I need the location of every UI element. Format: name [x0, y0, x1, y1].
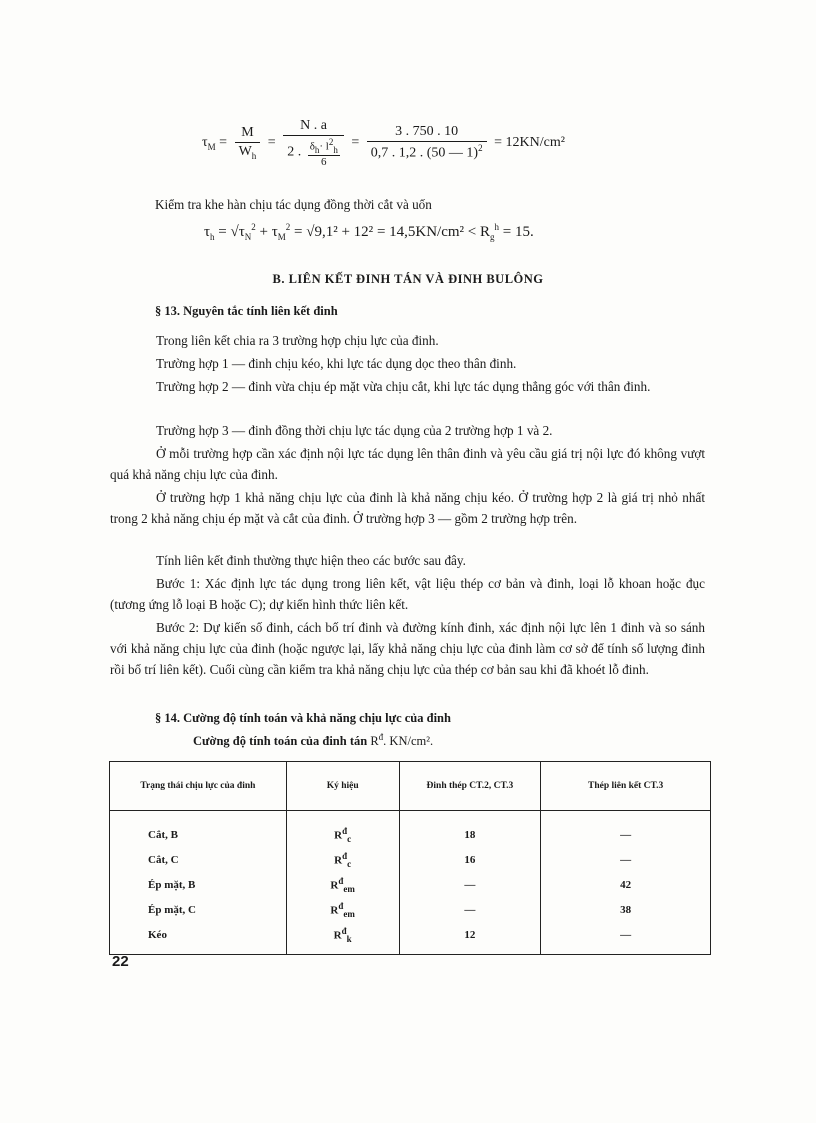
- eq-result: = 14,5KN/cm² < R: [376, 224, 491, 240]
- symbol-r: R: [330, 904, 339, 917]
- eq-result: = 12KN/cm²: [494, 135, 565, 151]
- sec14-title: § 14. Cường độ tính toán và khả năng chịu lực của đinh: [155, 711, 451, 725]
- cell-steel: 16: [399, 847, 541, 872]
- frac-denominator: [283, 136, 344, 168]
- frac-den-sup: 2: [478, 143, 483, 154]
- sec14-units: . KN/cm².: [383, 734, 434, 749]
- cell-symbol: [286, 897, 399, 922]
- symbol-sub: em: [343, 883, 355, 894]
- eq-expr1-sup: 2: [251, 222, 256, 232]
- symbol-sup: đ: [341, 925, 347, 936]
- frac-numerator: N . a: [283, 118, 344, 136]
- l-sup: 2: [328, 137, 334, 147]
- eq-expr1-sup2: 2: [285, 222, 291, 232]
- sec14-subtitle: [193, 732, 433, 749]
- symbol-r: R: [330, 879, 339, 892]
- paragraph: Tính liên kết đinh thường thực hiện theo các bước sau đây.: [156, 553, 466, 568]
- paragraph: Trong liên kết chia ra 3 trường hợp chịu lực của đinh.: [156, 333, 439, 348]
- cell-state: Kéo: [110, 922, 287, 955]
- cell-conn: —: [541, 922, 711, 955]
- cell-conn: 38: [541, 897, 711, 922]
- inner-frac-den: 6: [321, 155, 327, 168]
- eq-expr1-sub: N: [244, 232, 252, 242]
- eq-expr2: = √9,1² + 12²: [294, 224, 374, 240]
- delta-sub: h: [314, 144, 320, 155]
- page-number: 22: [112, 953, 129, 970]
- cell-steel: —: [399, 897, 541, 922]
- table-header: Ký hiệu: [286, 762, 399, 811]
- cell-steel: —: [399, 872, 541, 897]
- l-sub: h: [333, 144, 338, 155]
- section-heading: B. LIÊN KẾT ĐINH TÁN VÀ ĐINH BULÔNG: [272, 272, 544, 286]
- table-row: [110, 847, 711, 872]
- sec14-symbol-sup: đ: [378, 732, 384, 742]
- frac-den-text: W: [238, 144, 252, 160]
- cell-steel: 12: [399, 922, 541, 955]
- frac-den-text: 0,7 . 1,2 . (50 — 1): [370, 145, 479, 161]
- symbol-r: R: [334, 854, 343, 867]
- cell-state: Ép mặt, C: [110, 897, 287, 922]
- table-row: [110, 872, 711, 897]
- delta-symbol: δ: [309, 140, 315, 153]
- eq-lhs: τ: [204, 224, 211, 240]
- symbol-r: R: [334, 829, 343, 842]
- frac-denominator: [367, 142, 487, 162]
- table-header: Đinh thép CT.2, CT.3: [399, 762, 541, 811]
- l-symbol: · l: [319, 140, 329, 153]
- fraction-na: [283, 118, 344, 168]
- frac-den-sub: h: [251, 150, 257, 161]
- eq-result-sup: h: [494, 222, 500, 232]
- cell-symbol: [286, 922, 399, 955]
- cell-symbol: [286, 872, 399, 897]
- paragraph: Ở trường hợp 1 khả năng chịu lực của đinh là khả năng chịu kéo. Ở trường hợp 2 là giá trị nhỏ nhất trong 2 khả năng chịu ép mặt và cắt của đinh. Ở trường hợp 3 — gồm 2 trường hợp trên.: [110, 490, 705, 526]
- symbol-sup: đ: [338, 900, 344, 911]
- fraction-numeric: [367, 124, 487, 162]
- table-row: [110, 897, 711, 922]
- sec14-symbol: R: [370, 734, 379, 749]
- table-row: [110, 922, 711, 955]
- cell-steel: 18: [399, 811, 541, 848]
- symbol-sub: c: [347, 833, 352, 844]
- eq-expr1: = √τ: [218, 224, 245, 240]
- paragraph: Ở mỗi trường hợp cần xác định nội lực tác dụng lên thân đinh và yêu cầu giá trị nội lực đó không vượt quá khả năng chịu lực của đinh.: [110, 446, 705, 482]
- cell-symbol: [286, 811, 399, 848]
- symbol-sup: đ: [342, 850, 348, 861]
- strength-table: [109, 761, 711, 955]
- cell-conn: 42: [541, 872, 711, 897]
- symbol-sub: em: [343, 908, 355, 919]
- eq-lhs-sub: M: [207, 141, 216, 152]
- cell-conn: —: [541, 811, 711, 848]
- cell-state: Cắt, B: [110, 811, 287, 848]
- eq-expr1-sub2: M: [277, 232, 286, 242]
- paragraph: Bước 1: Xác định lực tác dụng trong liên kết, vật liệu thép cơ bản và đinh, loại lỗ khoan hoặc đục (tương ứng lỗ loại B hoặc C); dự kiến hình thức liên kết.: [110, 576, 705, 612]
- eq-result-end: = 15.: [499, 224, 534, 240]
- sec13-title: § 13. Nguyên tắc tính liên kết đinh: [155, 304, 338, 318]
- equation-tau-m: $\tau_M$ = $\frac{M}{W_h}$ = N . a 2 . $\frac{\delta_h\cdot l^2_h}{6}$ = $\frac{3 . 750 . 10}{0,7 . 1,2 . (50 — 1)^2}$ = 12KN/cm²: [202, 118, 565, 168]
- cell-state: Cắt, C: [110, 847, 287, 872]
- symbol-sub: c: [347, 858, 352, 869]
- eq-lhs: τ: [202, 135, 208, 151]
- eq-lhs-sub: h: [210, 232, 215, 242]
- equation-tau-h: [204, 222, 534, 242]
- sec14-subtitle-text: Cường độ tính toán của đinh tán: [193, 734, 368, 749]
- table-header: Thép liên kết CT.3: [541, 762, 711, 811]
- cell-state: Ép mặt, B: [110, 872, 287, 897]
- cell-symbol: [286, 847, 399, 872]
- paragraph: Bước 2: Dự kiến số đinh, cách bố trí đinh và đường kính đinh, xác định nội lực lên 1 đinh và so sánh với khả năng chịu lực của đinh (hoặc ngược lại, lấy khả năng chịu lực của đinh làm cơ sở để tính số lượng đinh rồi bố trí liên kết). Cuối cùng cần kiểm tra khả năng chịu lực của thép cơ bản sau khi đã khoét lỗ đinh.: [110, 620, 705, 677]
- frac-numerator: M: [235, 125, 261, 143]
- eq-expr1-plus: + τ: [255, 224, 278, 240]
- symbol-sup: đ: [342, 825, 348, 836]
- symbol-sub: k: [346, 933, 352, 944]
- frac-numerator: 3 . 750 . 10: [367, 124, 487, 142]
- table-row: [110, 811, 711, 848]
- cell-conn: —: [541, 847, 711, 872]
- symbol-r: R: [333, 929, 342, 942]
- paragraph: Trường hợp 2 — đinh vừa chịu ép mặt vừa chịu cắt, khi lực tác dụng thẳng góc với thân đinh.: [156, 379, 651, 394]
- paragraph: Trường hợp 1 — đinh chịu kéo, khi lực tác dụng dọc theo thân đinh.: [156, 356, 517, 371]
- symbol-sup: đ: [338, 875, 344, 886]
- table-header-row: [110, 762, 711, 811]
- inner-frac-num: [308, 137, 340, 156]
- table-header: Trạng thái chịu lực của đinh: [110, 762, 287, 811]
- inner-fraction: [308, 137, 340, 168]
- check-text: Kiểm tra khe hàn chịu tác dụng đồng thời cắt và uốn: [155, 197, 432, 212]
- paragraph: Trường hợp 3 — đinh đồng thời chịu lực tác dụng của 2 trường hợp 1 và 2.: [156, 423, 553, 438]
- eq-result-sub: g: [490, 232, 495, 242]
- frac-den-prefix: 2 .: [287, 144, 302, 160]
- fraction-m-over-w: [235, 125, 261, 161]
- frac-denominator: [235, 143, 261, 161]
